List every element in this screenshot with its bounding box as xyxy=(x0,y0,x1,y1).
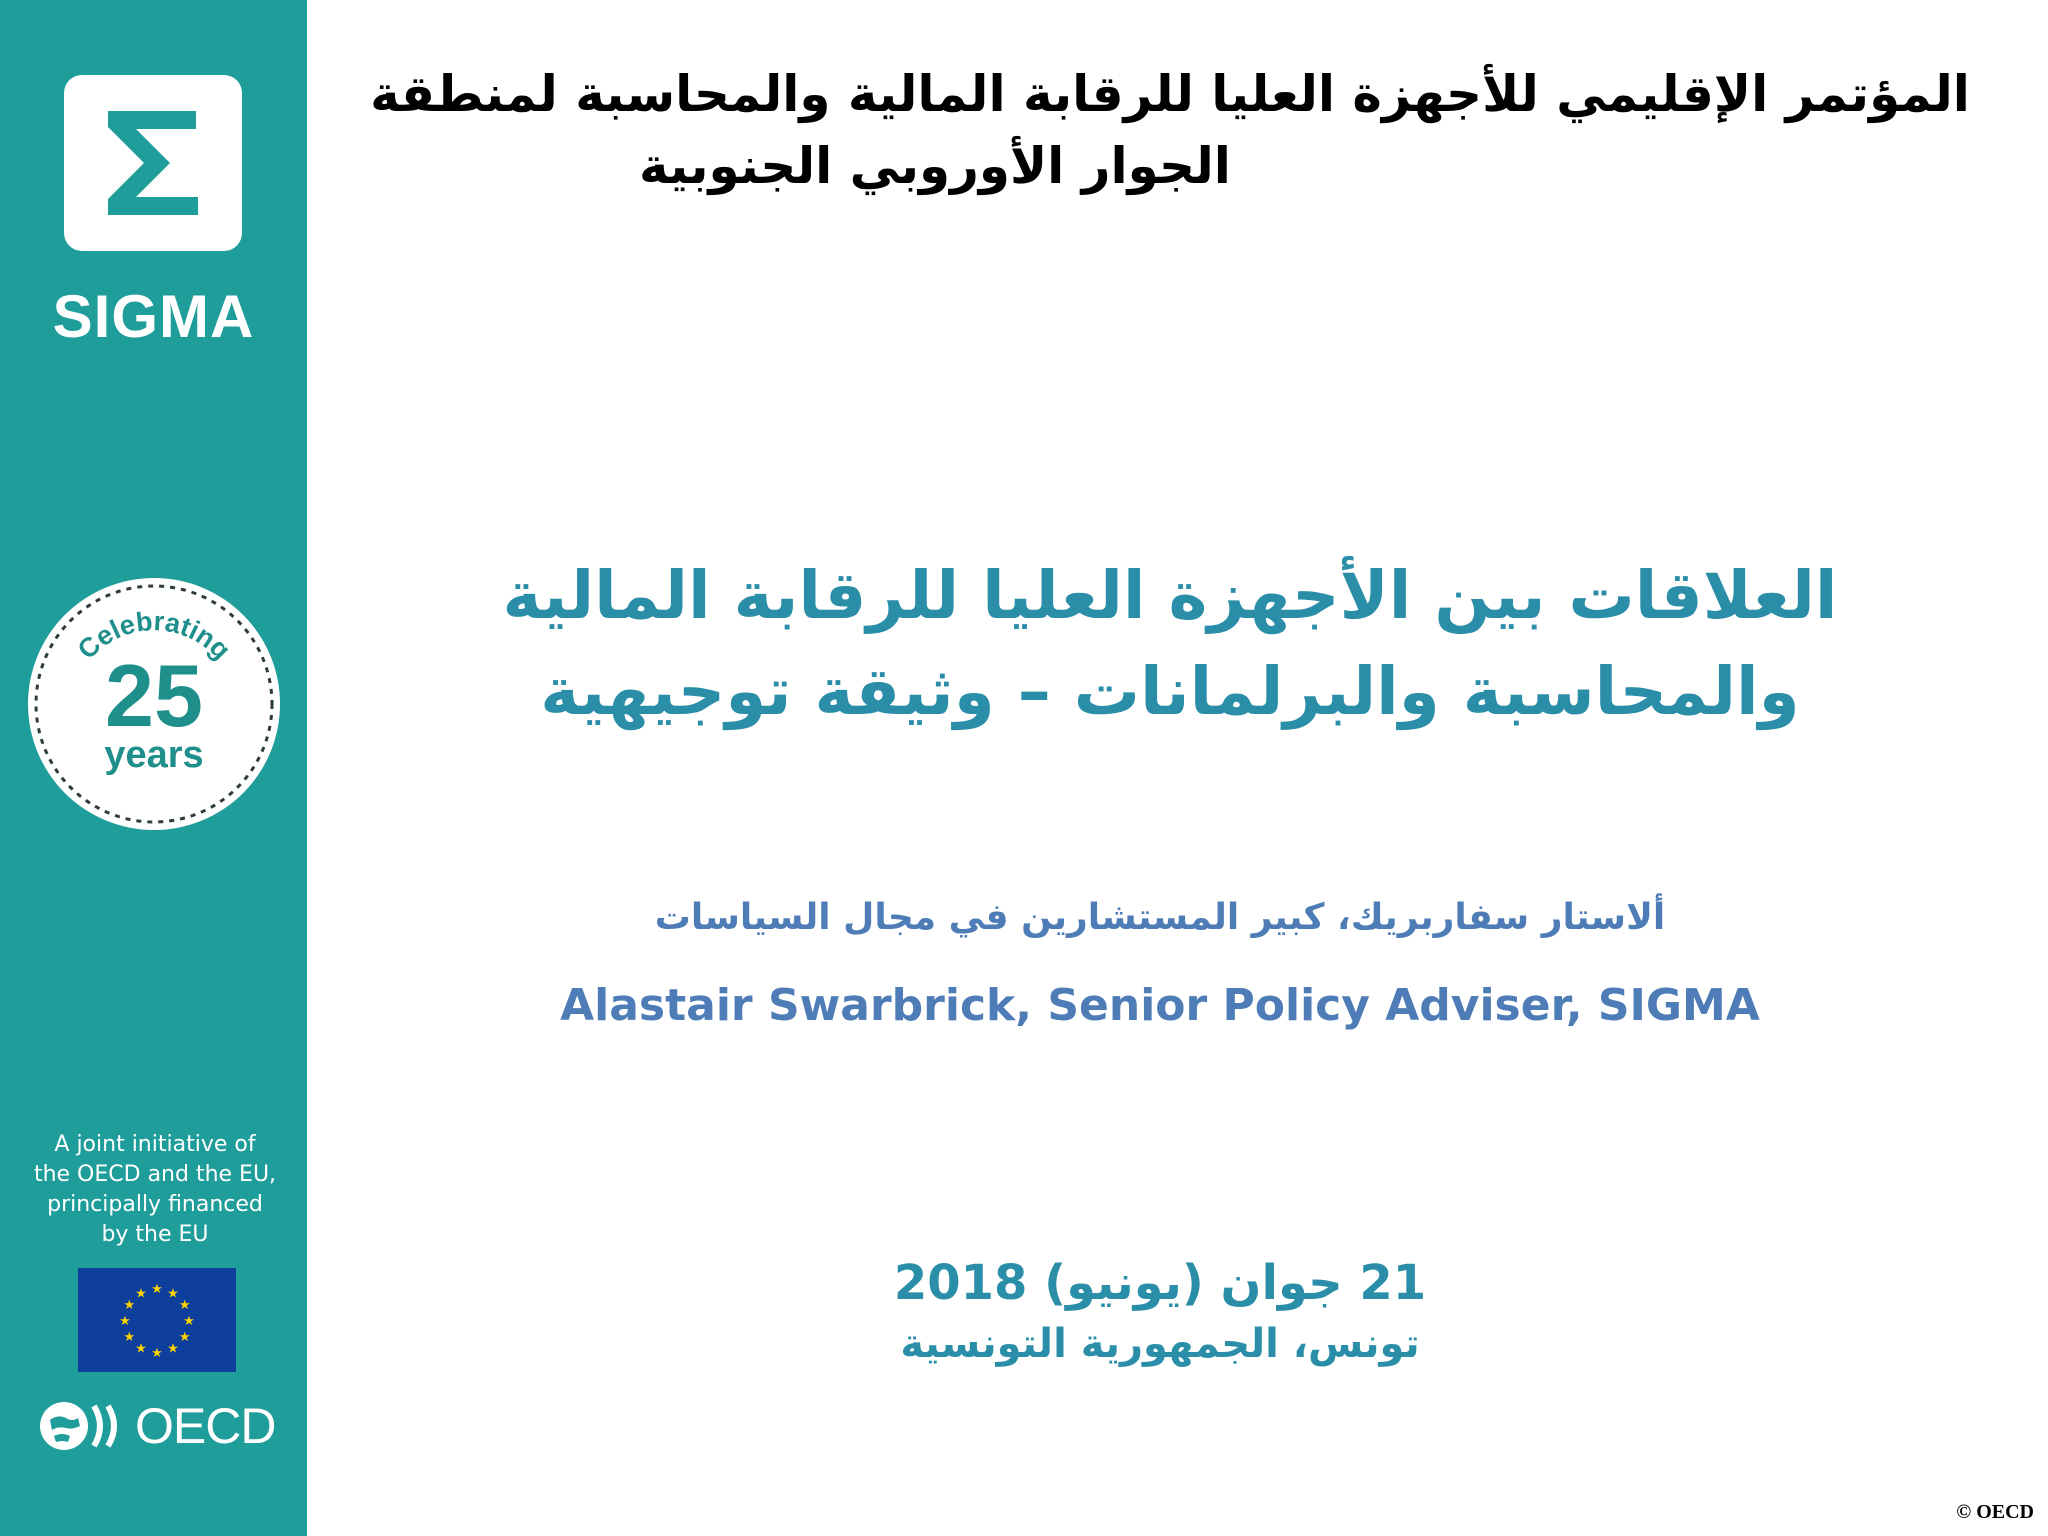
speaker-arabic: ألاستار سفاربريك، كبير المستشارين في مجال السياسات xyxy=(654,897,1666,938)
eu-star-icon: ★ xyxy=(151,1346,163,1361)
conference-title xyxy=(330,58,2010,202)
eu-star-icon: ★ xyxy=(178,1298,191,1313)
oecd-globe-icon xyxy=(36,1396,136,1456)
eu-star-icon: ★ xyxy=(167,1286,179,1302)
eu-star-icon: ★ xyxy=(123,1330,136,1345)
celebrating-25-years-badge xyxy=(28,578,280,830)
sigma-logo-icon xyxy=(64,75,242,251)
eu-star-icon: ★ xyxy=(135,1341,147,1357)
oecd-logo xyxy=(36,1396,286,1456)
joint-line: by the EU xyxy=(101,1222,209,1247)
presentation-title-line1: العلاقات بين الأجهزة العليا للرقابة المالية xyxy=(502,557,1838,634)
joint-line: A joint initiative of xyxy=(54,1132,256,1157)
presentation-title xyxy=(470,548,1870,740)
sigma-logo-text: SIGMA xyxy=(52,283,255,350)
eu-star-icon: ★ xyxy=(183,1314,195,1329)
joint-line: principally financed xyxy=(47,1192,263,1217)
speaker-english: Alastair Swarbrick, Senior Policy Adviser, SIGMA xyxy=(560,980,1760,1031)
conference-title-line1: المؤتمر الإقليمي للأجهزة العليا للرقابة المالية والمحاسبة لمنطقة xyxy=(370,65,1970,123)
eu-star-icon: ★ xyxy=(178,1330,191,1345)
eu-star-icon: ★ xyxy=(119,1314,131,1329)
copyright-notice: © OECD xyxy=(1956,1501,2034,1523)
joint-initiative-text xyxy=(20,1130,290,1250)
sidebar xyxy=(0,0,307,1536)
eu-star-icon: ★ xyxy=(135,1286,147,1302)
conference-title-line2: الجوار الأوروبي الجنوبية xyxy=(639,137,1231,195)
eu-flag-icon xyxy=(78,1268,236,1372)
event-date: 21 جوان (يونيو) 2018 xyxy=(893,1255,1427,1311)
eu-star-icon: ★ xyxy=(123,1298,136,1313)
event-place: تونس، الجمهورية التونسية xyxy=(900,1321,1420,1367)
badge-number: 25 xyxy=(105,646,203,745)
badge-arc-text: Celebrating xyxy=(71,605,237,666)
eu-star-icon: ★ xyxy=(167,1341,179,1357)
badge-unit: years xyxy=(104,734,204,776)
presentation-title-line2: والمحاسبة والبرلمانات – وثيقة توجيهية xyxy=(540,653,1800,730)
joint-line: the OECD and the EU, xyxy=(33,1162,277,1187)
eu-star-icon: ★ xyxy=(151,1282,163,1297)
oecd-logo-text: OECD xyxy=(135,1398,276,1454)
